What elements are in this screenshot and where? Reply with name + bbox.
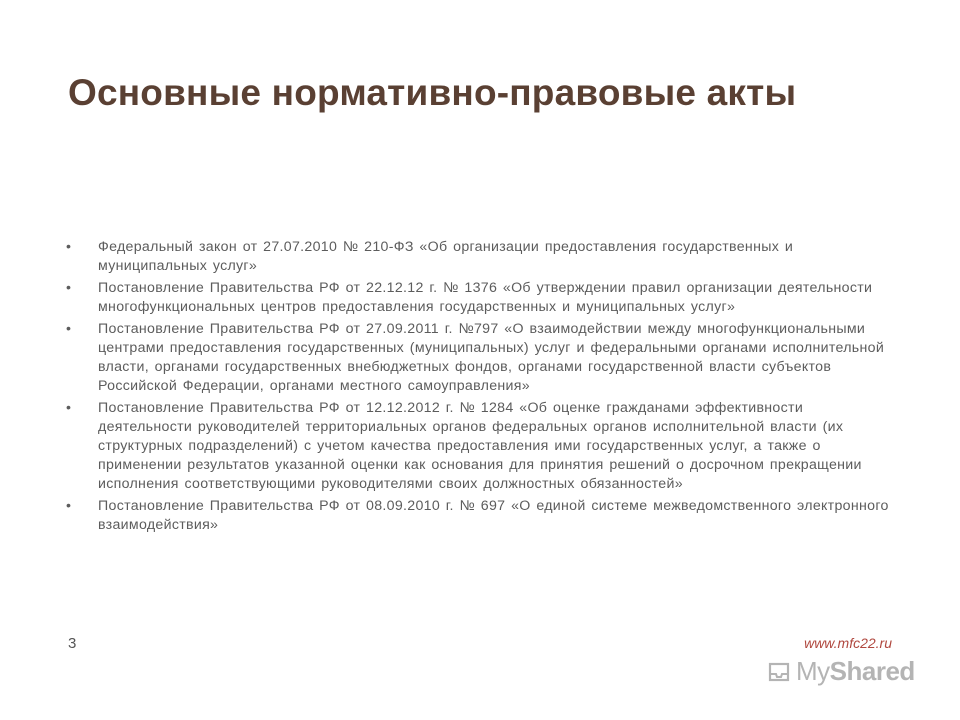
myshared-watermark (768, 656, 915, 687)
list-item-text: Постановление Правительства РФ от 12.12.2012 г. № 1284 «Об оценке гражданами эффективности деятельности руководителей территориальных органов федеральных органов исполнительной власти (их структурных подразделений) с учетом качества предоставления ими государственных услуг, а также о применении результатов указанной оценки как основания для принятия решений о досрочном прекращении исполнения соответствующими руководителями своих должностных обязанностей» (98, 400, 862, 492)
mail-tray-icon (768, 661, 790, 683)
list-item (66, 320, 896, 396)
list-item-text: Постановление Правительства РФ от 27.09.2011 г. №797 «О взаимодействии между многофункциональными центрами предоставления государственных (муниципальных) услуг и федеральными органами исполнительной власти, органами государственных внебюджетных фондов, органами государственной власти субъектов Российской Федерации, органами местного самоуправления» (98, 321, 885, 394)
bullet-icon: • (66, 239, 72, 255)
list-item (66, 279, 896, 317)
bullet-icon: • (66, 498, 72, 514)
list-item (66, 238, 896, 276)
acts-list (66, 238, 896, 538)
list-item-text: Постановление Правительства РФ от 22.12.12 г. № 1376 «Об утверждении правил организации деятельности многофункциональных центров предоставления государственных и муниципальных услуг» (98, 280, 873, 315)
bullet-icon: • (66, 321, 72, 337)
list-item (66, 399, 896, 494)
bullet-icon: • (66, 280, 72, 296)
slide-title: Основные нормативно-правовые акты (68, 72, 797, 113)
site-url-link[interactable]: www.mfc22.ru (804, 635, 892, 651)
bullet-icon: • (66, 400, 72, 416)
page-number: 3 (68, 635, 77, 652)
list-item (66, 497, 896, 535)
list-item-text: Постановление Правительства РФ от 08.09.2010 г. № 697 «О единой системе межведомственного электронного взаимодействия» (98, 498, 889, 533)
watermark-text: MyShared (796, 656, 915, 686)
list-item-text: Федеральный закон от 27.07.2010 № 210-ФЗ «Об организации предоставления государственных и муниципальных услуг» (98, 239, 794, 274)
